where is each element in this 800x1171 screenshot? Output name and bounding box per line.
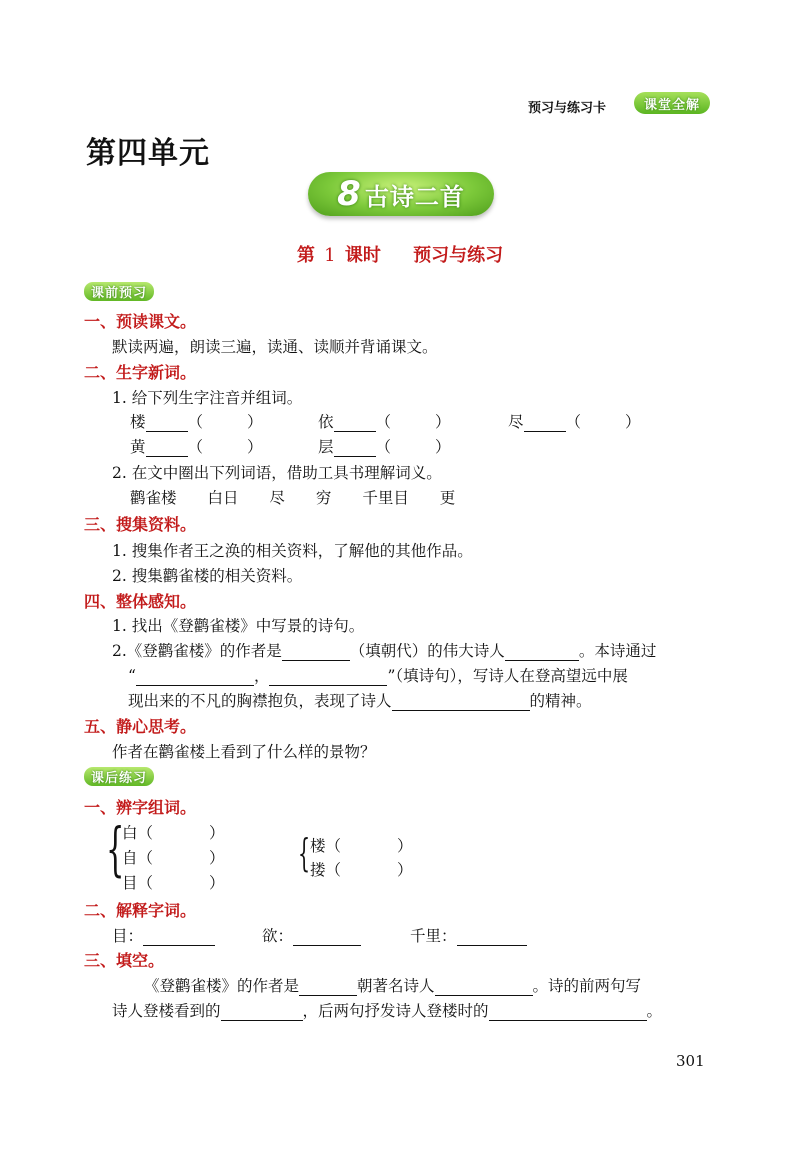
blank[interactable]	[146, 439, 188, 457]
text: ”（填诗句），写诗人在登高望远中展	[387, 667, 628, 685]
lesson-title: 古诗二首	[364, 181, 465, 211]
text: 千里：	[410, 927, 457, 945]
word-item: 尽	[269, 489, 285, 507]
text: 现出来的不凡的胸襟抱负，表现了诗人	[128, 692, 392, 710]
s4-q2-line1	[112, 639, 656, 661]
char-label: 目	[122, 874, 138, 892]
subtitle-part2: 课时	[344, 245, 381, 266]
s1-title: 一、预读课文。	[84, 312, 197, 331]
blank[interactable]	[334, 439, 376, 457]
subtitle-part1: 第	[296, 245, 315, 266]
p2-item	[410, 924, 527, 946]
blank[interactable]	[221, 1003, 303, 1021]
blank[interactable]	[334, 414, 376, 432]
char-label: 白	[122, 824, 138, 842]
blank[interactable]	[392, 693, 530, 711]
brace-right: {	[298, 831, 311, 875]
text: 2.《登鹳雀楼》的作者是	[112, 642, 282, 660]
char-label: 楼	[130, 413, 146, 431]
subtitle-num: 1	[324, 245, 336, 266]
p3-line2	[112, 999, 662, 1021]
s4-title: 四、整体感知。	[84, 592, 197, 611]
p1-title: 一、辨字组词。	[84, 798, 197, 817]
blank[interactable]	[143, 928, 215, 946]
p2-title: 二、解释字词。	[84, 901, 197, 920]
p3-title: 三、填空。	[84, 951, 165, 970]
char-item-lou: 楼 （ ）	[130, 413, 263, 431]
pre-study-tag: 课前预习	[84, 282, 154, 301]
char-label: 依	[318, 413, 334, 431]
blank[interactable]	[146, 414, 188, 432]
s3-q1: 1. 搜集作者王之涣的相关资料，了解他的其他作品。	[112, 542, 473, 560]
lesson-number: 8	[337, 174, 361, 214]
s2-title: 二、生字新词。	[84, 363, 197, 382]
g2-item: 楼（ ）	[310, 837, 413, 855]
word-item: 穷	[315, 489, 332, 507]
text: （填朝代）的伟大诗人	[349, 642, 505, 660]
card-label: 预习与练习卡	[528, 101, 607, 116]
text: 的精神。	[529, 692, 592, 710]
s2-q2: 2. 在文中圈出下列词语，借助工具书理解词义。	[112, 464, 442, 482]
s5-text: 作者在鹳雀楼上看到了什么样的景物？	[112, 743, 376, 761]
word-item: 鹳雀楼	[130, 489, 177, 507]
page-number: 301	[676, 1052, 705, 1070]
blank[interactable]	[269, 668, 387, 686]
blank[interactable]	[136, 668, 254, 686]
blank[interactable]	[524, 414, 566, 432]
char-item-huang: 黄 （ ）	[130, 438, 263, 456]
char-label: 自	[122, 849, 138, 867]
blank[interactable]	[282, 643, 350, 661]
brand-badge: 课堂全解	[634, 92, 710, 114]
blank[interactable]	[505, 643, 579, 661]
s4-q2-line2	[128, 664, 628, 686]
char-item-ceng: 层 （ ）	[318, 438, 451, 456]
text: 。本诗通过	[578, 642, 657, 660]
char-label: 楼	[310, 837, 326, 855]
post-class-tag: 课后练习	[84, 767, 154, 786]
g1-item: 白（ ）	[122, 824, 225, 842]
char-label: 搂	[310, 861, 326, 879]
blank[interactable]	[293, 928, 361, 946]
s3-q2: 2. 搜集鹳雀楼的相关资料。	[112, 567, 303, 585]
lesson-subtitle	[0, 241, 800, 267]
s4-q2-line3	[128, 689, 592, 711]
word-item: 更	[439, 489, 456, 507]
char-label: 层	[318, 438, 334, 456]
unit-title: 第四单元	[86, 136, 210, 171]
text: ，后两句抒发诗人登楼时的	[302, 1002, 489, 1020]
text: “	[128, 667, 136, 685]
s5-title: 五、静心思考。	[84, 717, 197, 736]
s4-q1: 1. 找出《登鹳雀楼》中写景的诗句。	[112, 617, 365, 635]
blank[interactable]	[457, 928, 527, 946]
g1-item: 自（ ）	[122, 849, 225, 867]
brace-left: {	[106, 815, 125, 883]
g2-item: 搂（ ）	[310, 861, 413, 879]
char-item-jin: 尽 （ ）	[508, 413, 641, 431]
char-label: 黄	[130, 438, 146, 456]
char-label: 尽	[508, 413, 524, 431]
p2-item	[262, 924, 361, 946]
lesson-badge	[308, 172, 494, 216]
text: 目：	[112, 927, 144, 945]
text: 《登鹳雀楼》的作者是	[144, 977, 300, 995]
blank[interactable]	[489, 1003, 647, 1021]
g1-item: 目（ ）	[122, 874, 225, 892]
subtitle-part3: 预习与练习	[413, 245, 504, 266]
s1-text: 默读两遍，朗读三遍，读通、读顺并背诵课文。	[112, 338, 438, 356]
text: 欲：	[262, 927, 294, 945]
text: 。诗的前两句写	[532, 977, 642, 995]
p2-item	[112, 924, 215, 946]
char-item-yi: 依 （ ）	[318, 413, 451, 431]
s2-q1: 1. 给下列生字注音并组词。	[112, 389, 303, 407]
s3-title: 三、搜集资料。	[84, 515, 197, 534]
text: 诗人登楼看到的	[112, 1002, 221, 1020]
word-item: 白日	[207, 489, 239, 507]
text: ，	[253, 667, 270, 685]
blank[interactable]	[299, 978, 357, 996]
text: 。	[646, 1002, 663, 1020]
text: 朝著名诗人	[357, 977, 435, 995]
word-list	[130, 486, 455, 508]
word-item: 千里目	[362, 489, 409, 507]
p3-line1	[144, 974, 641, 996]
blank[interactable]	[435, 978, 533, 996]
